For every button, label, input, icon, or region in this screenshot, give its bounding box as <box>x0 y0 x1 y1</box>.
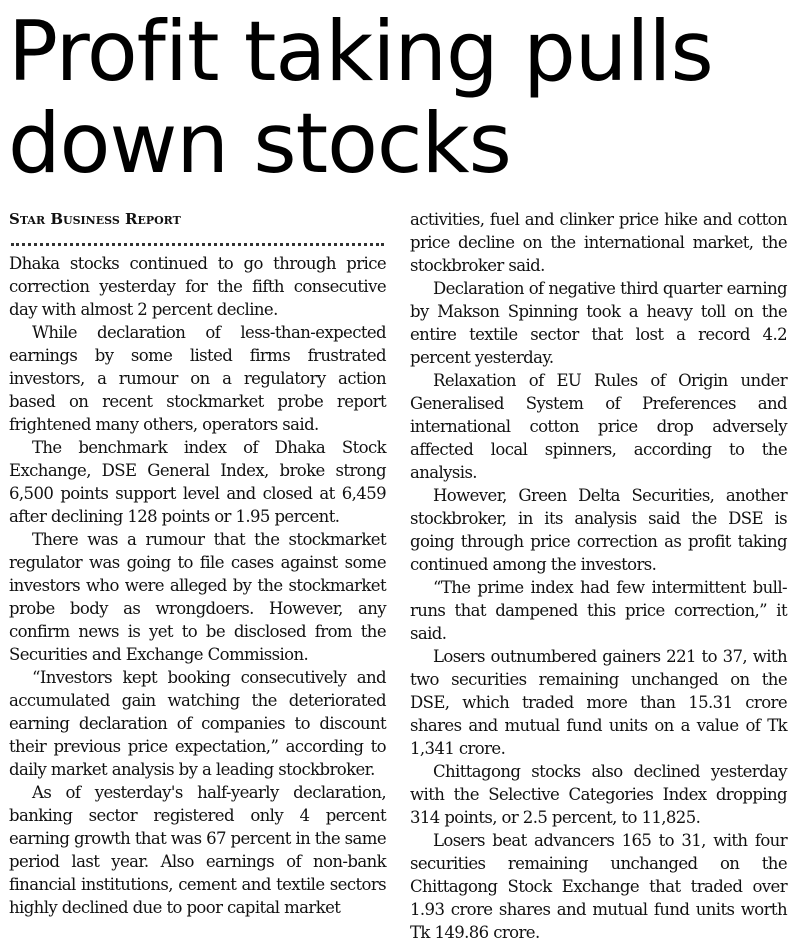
byline: Star Business Report <box>9 210 181 228</box>
paragraph: Relaxation of EU Rules of Origin under Generalised System of Preferences and international cotton price drop adversely affected local spinners, according to the analysis. <box>410 371 787 482</box>
paragraph: “The prime index had few intermittent bull-runs that dampened this price correction,” it said. <box>410 578 787 643</box>
headline: Profit taking pulls down stocks <box>8 3 713 192</box>
article-column-right <box>410 208 787 944</box>
paragraph: There was a rumour that the stockmarket regulator was going to file cases against some investors who were alleged by the stockmarket probe body as wrongdoers. However, any confirm news is yet to be disclosed from the Securities and Exchange Commission. <box>9 530 386 664</box>
paragraph-continued: activities, fuel and clinker price hike and cotton price decline on the international market, the stockbroker said. <box>410 210 787 275</box>
paragraph: Declaration of negative third quarter earning by Makson Spinning took a heavy toll on the entire textile sector that lost a record 4.2 percent yesterday. <box>410 279 787 367</box>
paragraph: “Investors kept booking consecutively and accumulated gain watching the deteriorated earning declaration of companies to discount their previous price expectation,” according to daily market analysis by a leading stockbroker. <box>9 668 386 779</box>
paragraph: While declaration of less-than-expected earnings by some listed firms frustrated investors, a rumour on a regulatory action based on recent stockmarket probe report frightened many others, operators said. <box>9 323 386 434</box>
paragraph: Chittagong stocks also declined yesterday with the Selective Categories Index dropping 314 points, or 2.5 percent, to 11,825. <box>410 762 787 827</box>
paragraph: The benchmark index of Dhaka Stock Exchange, DSE General Index, broke strong 6,500 points support level and closed at 6,459 after declining 128 points or 1.95 percent. <box>9 438 386 526</box>
paragraph: However, Green Delta Securities, another stockbroker, in its analysis said the DSE is going through price correction as profit taking continued among the investors. <box>410 486 787 574</box>
article-column-left <box>9 208 386 919</box>
paragraph: As of yesterday's half-yearly declaration, banking sector registered only 4 percent earning growth that was 67 percent in the same period last year. Also earnings of non-bank financial institutions, cement and textile sectors highly declined due to poor capital market <box>9 783 386 917</box>
paragraph: Dhaka stocks continued to go through price correction yesterday for the fifth consecutive day with almost 2 percent decline. <box>9 254 386 319</box>
paragraph: Losers beat advancers 165 to 31, with four securities remaining unchanged on the Chittagong Stock Exchange that traded over 1.93 crore shares and mutual fund units worth Tk 149.86 crore. <box>410 831 787 942</box>
byline-divider <box>11 243 384 246</box>
paragraph: Losers outnumbered gainers 221 to 37, with two securities remaining unchanged on the DSE, which traded more than 15.31 crore shares and mutual fund units on a value of Tk 1,341 crore. <box>410 647 787 758</box>
